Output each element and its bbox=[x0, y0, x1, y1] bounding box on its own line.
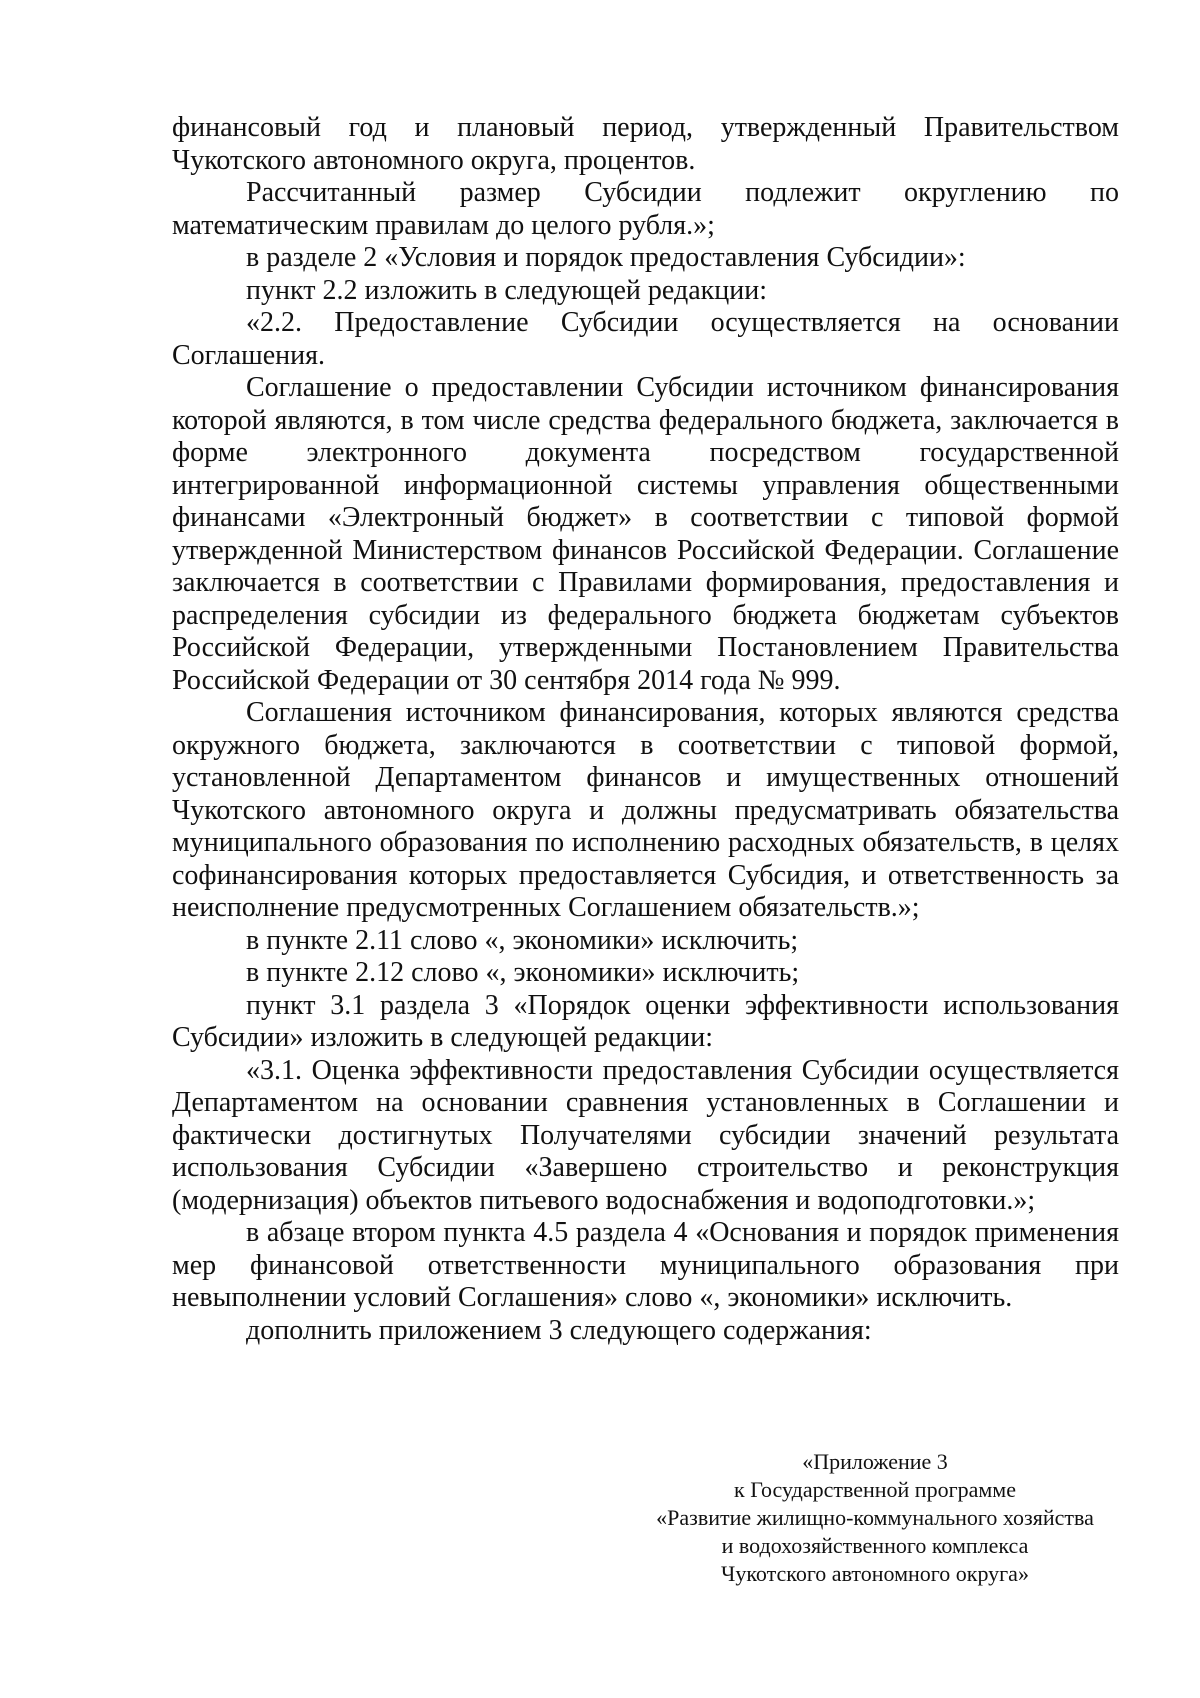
appendix-header bbox=[620, 1448, 1130, 1588]
paragraph-point-4-5: в абзаце втором пункта 4.5 раздела 4 «Основания и порядок применения мер финансовой ответственности муниципального образования при невыполнении условий Соглашения» слово «, экономики» исключить. bbox=[172, 1217, 1119, 1313]
appendix-line-program: к Государственной программе bbox=[734, 1477, 1016, 1502]
paragraph-rounding: Рассчитанный размер Субсидии подлежит округлению по математическим правилам до целого рубля.»; bbox=[172, 177, 1119, 241]
paragraph-agreement-district: Соглашения источником финансирования, которых являются средства окружного бюджета, заключаются в соответствии с типовой формой, установленной Департаментом финансов и имущественных отношений Чукотского автономного округа и должны предусматривать обязательства муниципального образования по исполнению расходных обязательств, в целях софинансирования которых предоставляется Субсидия, и ответственность за неисполнение предусмотренных Соглашением обязательств.»; bbox=[172, 697, 1119, 923]
paragraph-point-2-2: «2.2. Предоставление Субсидии осуществляется на основании Соглашения. bbox=[172, 307, 1119, 371]
paragraph-continuation: финансовый год и плановый период, утвержденный Правительством Чукотского автономного округа, процентов. bbox=[172, 112, 1119, 176]
paragraph-point-2-2-intro: пункт 2.2 изложить в следующей редакции: bbox=[246, 274, 767, 306]
paragraph-point-3-1: «3.1. Оценка эффективности предоставления Субсидии осуществляется Департаментом на основании сравнения установленных в Соглашении и фактически достигнутых Получателями субсидии значений результата использования Субсидии «Завершено строительство и реконструкция (модернизация) объектов питьевого водоснабжения и водоподготовки.»; bbox=[172, 1054, 1119, 1216]
appendix-line-complex: и водохозяйственного комплекса bbox=[721, 1533, 1029, 1558]
paragraph-point-2-12: в пункте 2.12 слово «, экономики» исключить; bbox=[246, 957, 800, 988]
appendix-title: «Приложение 3 bbox=[802, 1449, 948, 1474]
paragraph-agreement-federal: Соглашение о предоставлении Субсидии источником финансирования которой являются, в том числе средства федерального бюджета, заключается в форме электронного документа посредством государственной интегрированной информационной системы управления общественными финансами «Электронный бюджет» в соответствии с типовой формой утвержденной Министерством финансов Российской Федерации. Соглашение заключается в соответствии с Правилами формирования, предоставления и распределения субсидии из федерального бюджета бюджетам субъектов Российской Федерации, утвержденными Постановлением Правительства Российской Федерации от 30 сентября 2014 года № 999. bbox=[172, 372, 1119, 696]
paragraph-point-3-1-intro: пункт 3.1 раздела 3 «Порядок оценки эффективности использования Субсидии» изложить в следующей редакции: bbox=[172, 989, 1119, 1053]
appendix-line-program-name: «Развитие жилищно-коммунального хозяйства bbox=[656, 1505, 1094, 1530]
document-body bbox=[172, 112, 1119, 1347]
paragraph-appendix-intro: дополнить приложением 3 следующего содержания: bbox=[246, 1314, 872, 1346]
paragraph-point-2-11: в пункте 2.11 слово «, экономики» исключить; bbox=[246, 924, 799, 956]
appendix-line-region: Чукотского автономного округа» bbox=[721, 1561, 1029, 1586]
paragraph-section-2: в разделе 2 «Условия и порядок предоставления Субсидии»: bbox=[246, 242, 966, 273]
